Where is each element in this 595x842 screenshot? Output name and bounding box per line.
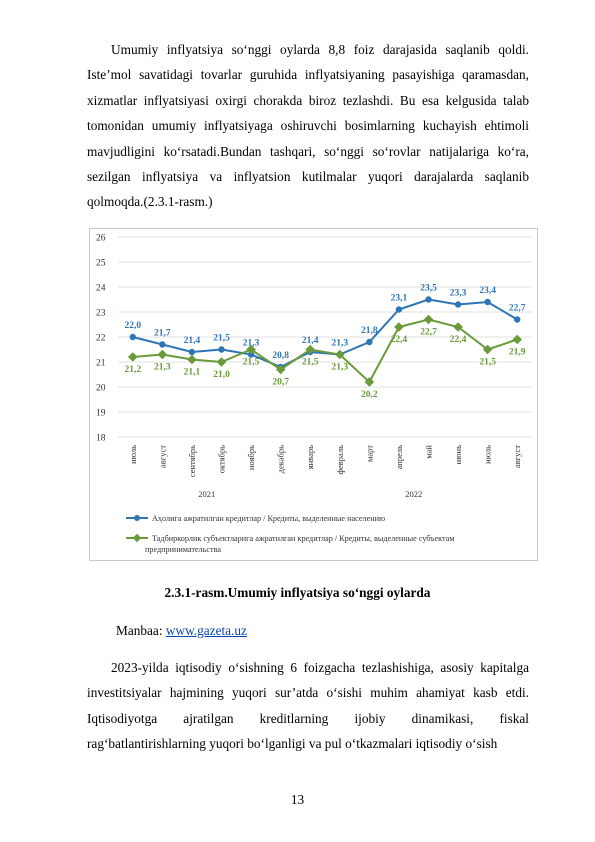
- x-axis-ticks: [128, 445, 522, 478]
- data-label: 20,2: [361, 390, 378, 400]
- y-tick-label: 22: [96, 333, 106, 344]
- data-point: [128, 352, 138, 362]
- data-label: 21,4: [301, 336, 319, 346]
- data-label: 21,0: [213, 370, 230, 380]
- x-tick-label: май: [423, 445, 434, 459]
- data-label: 23,5: [420, 283, 437, 294]
- data-point: [484, 299, 490, 305]
- source-link[interactable]: www.gazeta.uz: [165, 623, 247, 638]
- data-label: 21,2: [124, 365, 142, 375]
- data-label: 23,4: [479, 286, 496, 296]
- data-label: 22,4: [390, 335, 408, 345]
- inflation-chart: [89, 228, 538, 561]
- legend-label-line: Тадбиркорлик субъектларига ажратилган кредитлар / Кредиты, выделенные субъектам: [152, 534, 455, 543]
- data-label: 21,5: [213, 333, 230, 344]
- data-point: [187, 355, 197, 365]
- data-point: [189, 349, 195, 355]
- data-label: 22,0: [124, 321, 142, 331]
- x-tick-label: январь: [305, 445, 316, 470]
- data-label: 21,4: [183, 336, 201, 346]
- legend-marker: [133, 534, 141, 542]
- data-point: [425, 296, 431, 302]
- data-label: 20,8: [272, 351, 289, 361]
- y-tick-label: 20: [96, 383, 106, 394]
- data-point: [159, 341, 165, 347]
- data-label: 23,3: [449, 288, 467, 299]
- year-label: 2022: [405, 489, 423, 499]
- x-tick-label: февраль: [334, 445, 345, 475]
- source-line: [116, 623, 247, 639]
- x-tick-label: апрель: [393, 445, 404, 470]
- data-label: 21,3: [242, 338, 260, 349]
- data-label: 21,3: [331, 362, 349, 373]
- figure-caption: 2.3.1-rasm.Umumiy inflyatsiya so‘nggi oylarda: [164, 585, 431, 600]
- data-point: [218, 346, 224, 352]
- legend-label: [145, 534, 455, 554]
- data-label: 20,7: [272, 377, 289, 388]
- year-labels: [198, 489, 422, 499]
- data-point: [455, 301, 461, 307]
- legend-marker: [134, 515, 140, 521]
- paragraph-growth: 2023-yilda iqtisodiy o‘sishning 6 foizgacha tezlashishiga, asosiy kapitalga investitsiyalar hajmining yuqori sur’atda o‘sishi muhim ahamiyat kasb etdi. Iqtisodiyotga ajratilgan kreditlarning ijobiy dinamikasi, fiskal rag‘batlantirishlarning yuqori bo‘lganligi va pul o‘tkazmalari iqtisodiy o‘sish: [87, 660, 529, 752]
- data-point: [217, 357, 227, 367]
- y-tick-label: 18: [96, 433, 106, 444]
- y-tick-label: 23: [96, 308, 106, 319]
- y-tick-label: 24: [96, 283, 106, 294]
- x-tick-label: ноябрь: [246, 445, 257, 470]
- legend: [126, 514, 455, 554]
- y-tick-label: 21: [96, 358, 106, 369]
- data-label: 21,8: [361, 326, 378, 336]
- data-label: 21,1: [183, 367, 201, 378]
- chart-svg: [90, 229, 537, 560]
- year-label: 2021: [198, 489, 216, 499]
- data-point: [158, 350, 168, 360]
- x-tick-label: март: [364, 445, 375, 462]
- data-point: [130, 334, 136, 340]
- data-point: [514, 316, 520, 322]
- legend-label-line: предпринимательства: [145, 545, 221, 554]
- data-point: [394, 322, 404, 332]
- page-number: 13: [290, 792, 305, 807]
- x-tick-label: август: [512, 445, 523, 469]
- data-label: 21,9: [508, 347, 526, 358]
- data-label: 21,7: [154, 328, 171, 339]
- y-axis-ticks: [96, 234, 106, 444]
- x-tick-label: июнь: [453, 445, 464, 465]
- data-labels: [124, 284, 525, 401]
- data-point: [396, 306, 402, 312]
- y-tick-label: 26: [96, 233, 106, 244]
- x-tick-label: декабрь: [275, 445, 286, 474]
- y-tick-label: 25: [96, 258, 106, 269]
- x-tick-label: июль: [127, 445, 138, 464]
- data-point: [512, 335, 522, 345]
- data-label: 21,3: [331, 338, 349, 349]
- data-label: 22,4: [449, 335, 467, 345]
- x-tick-label: октябрь: [216, 445, 227, 474]
- data-label: 22,7: [420, 327, 437, 338]
- data-point: [366, 339, 372, 345]
- x-tick-label: июль: [482, 445, 493, 464]
- data-label: 21,3: [154, 362, 171, 373]
- data-label: 22,7: [508, 303, 526, 314]
- data-label: 21,5: [479, 357, 496, 368]
- x-tick-label: сентябрь: [186, 445, 197, 478]
- source-label: Manbaa:: [116, 623, 163, 638]
- y-tick-label: 19: [96, 408, 106, 419]
- legend-label: Аҳолига ажратилган кредитлар / Кредиты, выделенные населению: [152, 514, 386, 523]
- x-tick-label: август: [157, 445, 168, 469]
- data-label: 21,5: [301, 357, 319, 368]
- data-label: 21,5: [242, 357, 260, 368]
- data-point: [424, 315, 434, 325]
- data-label: 23,1: [390, 293, 408, 304]
- paragraph-intro: Umumiy inflyatsiya so‘nggi oylarda 8,8 foiz darajasida saqlanib qoldi. Iste’mol savatidagi tovarlar guruhida inflyatsiyaning pasayishiga qaramasdan, xizmatlar inflyatsiyasi oxirgi chorakda biroz tezlashdi. Bu esa kelgusida talab tomonidan umumiy inflyatsiyaga oshiruvchi bosimlarning kuchayish ehtimoli mavjudligini ko‘rsatadi.Bundan tashqari, so‘nggi so‘rovlar natijalariga ko‘ra, sezilgan inflyatsiya va inflyatsion kutilmalar yuqori darajalarda saqlanib qolmoqda.(2.3.1-rasm.): [87, 42, 529, 210]
